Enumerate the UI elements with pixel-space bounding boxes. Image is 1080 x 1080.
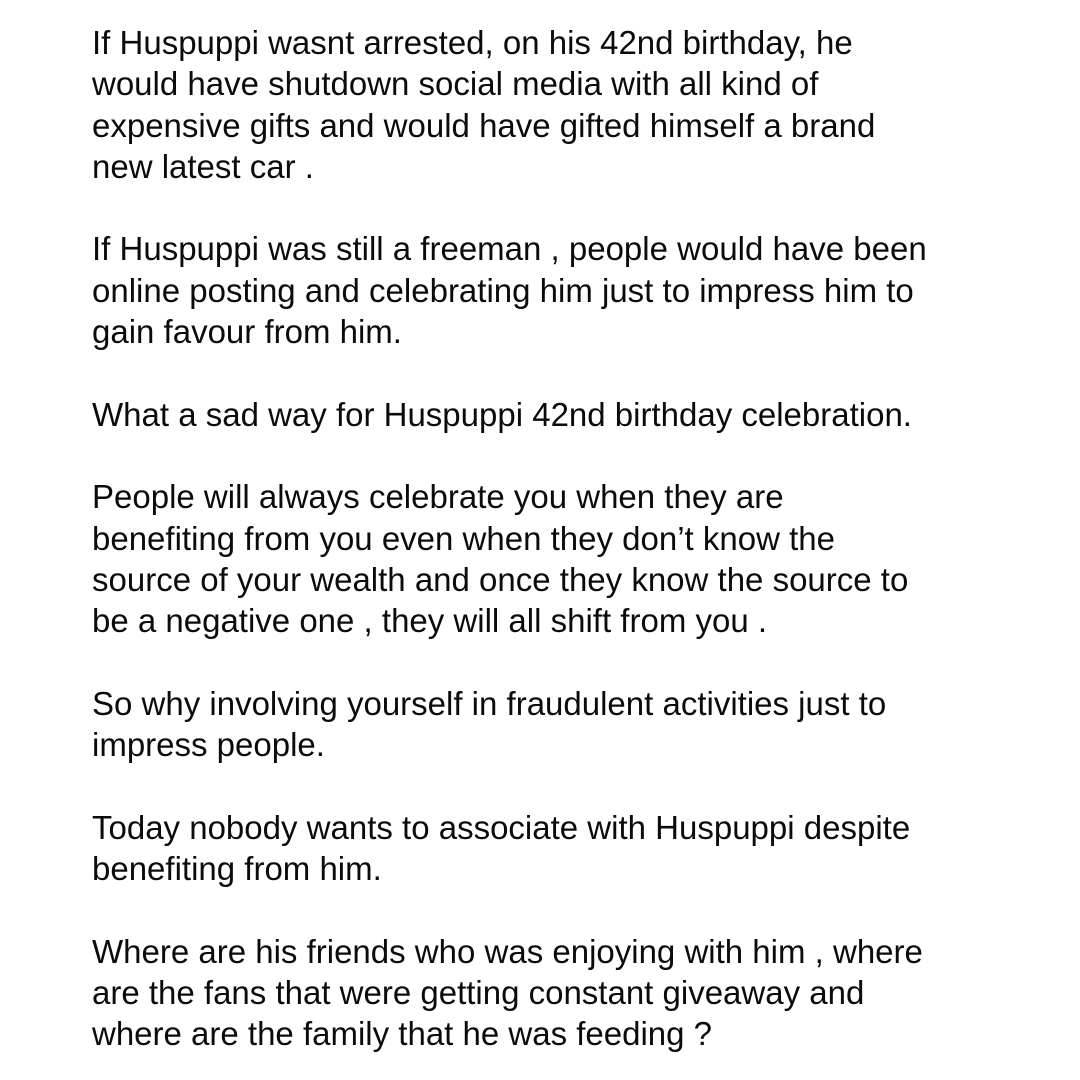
text-line: benefiting from him. [92,849,382,887]
text-line: What a sad way for Huspuppi 42nd birthday celebration. [92,395,912,433]
paragraph-arrest-birthday [92,22,992,187]
text-line: source of your wealth and once they know the source to [92,560,909,598]
text-line: benefiting from you even when they don’t know the [92,519,835,557]
paragraph-nobody-associates [92,807,992,890]
text-line: online posting and celebrating him just to impress him to [92,271,914,309]
paragraph-where-are-friends [92,931,992,1055]
text-line: If Huspuppi was still a freeman , people would have been [92,230,927,268]
text-line: People will always celebrate you when they are [92,478,784,516]
text-line: impress people. [92,726,325,764]
post-body [92,22,992,1054]
text-line: Today nobody wants to associate with Huspuppi despite [92,808,911,846]
paragraph-freeman [92,228,992,352]
text-line: expensive gifts and would have gifted himself a brand [92,106,876,144]
paragraph-sad-way [92,394,992,435]
text-line: would have shutdown social media with all kind of [92,65,819,103]
text-line: where are the family that he was feeding ? [92,1015,713,1053]
paragraph-fraud-question [92,683,992,766]
paragraph-people-celebrate [92,476,992,641]
text-line: be a negative one , they will all shift from you . [92,602,768,640]
text-line: are the fans that were getting constant giveaway and [92,973,865,1011]
text-line: If Huspuppi wasnt arrested, on his 42nd birthday, he [92,24,853,61]
text-line: new latest car . [92,147,314,185]
text-line: Where are his friends who was enjoying with him , where [92,932,923,970]
text-line: So why involving yourself in fraudulent activities just to [92,684,887,722]
text-line: gain favour from him. [92,313,402,351]
